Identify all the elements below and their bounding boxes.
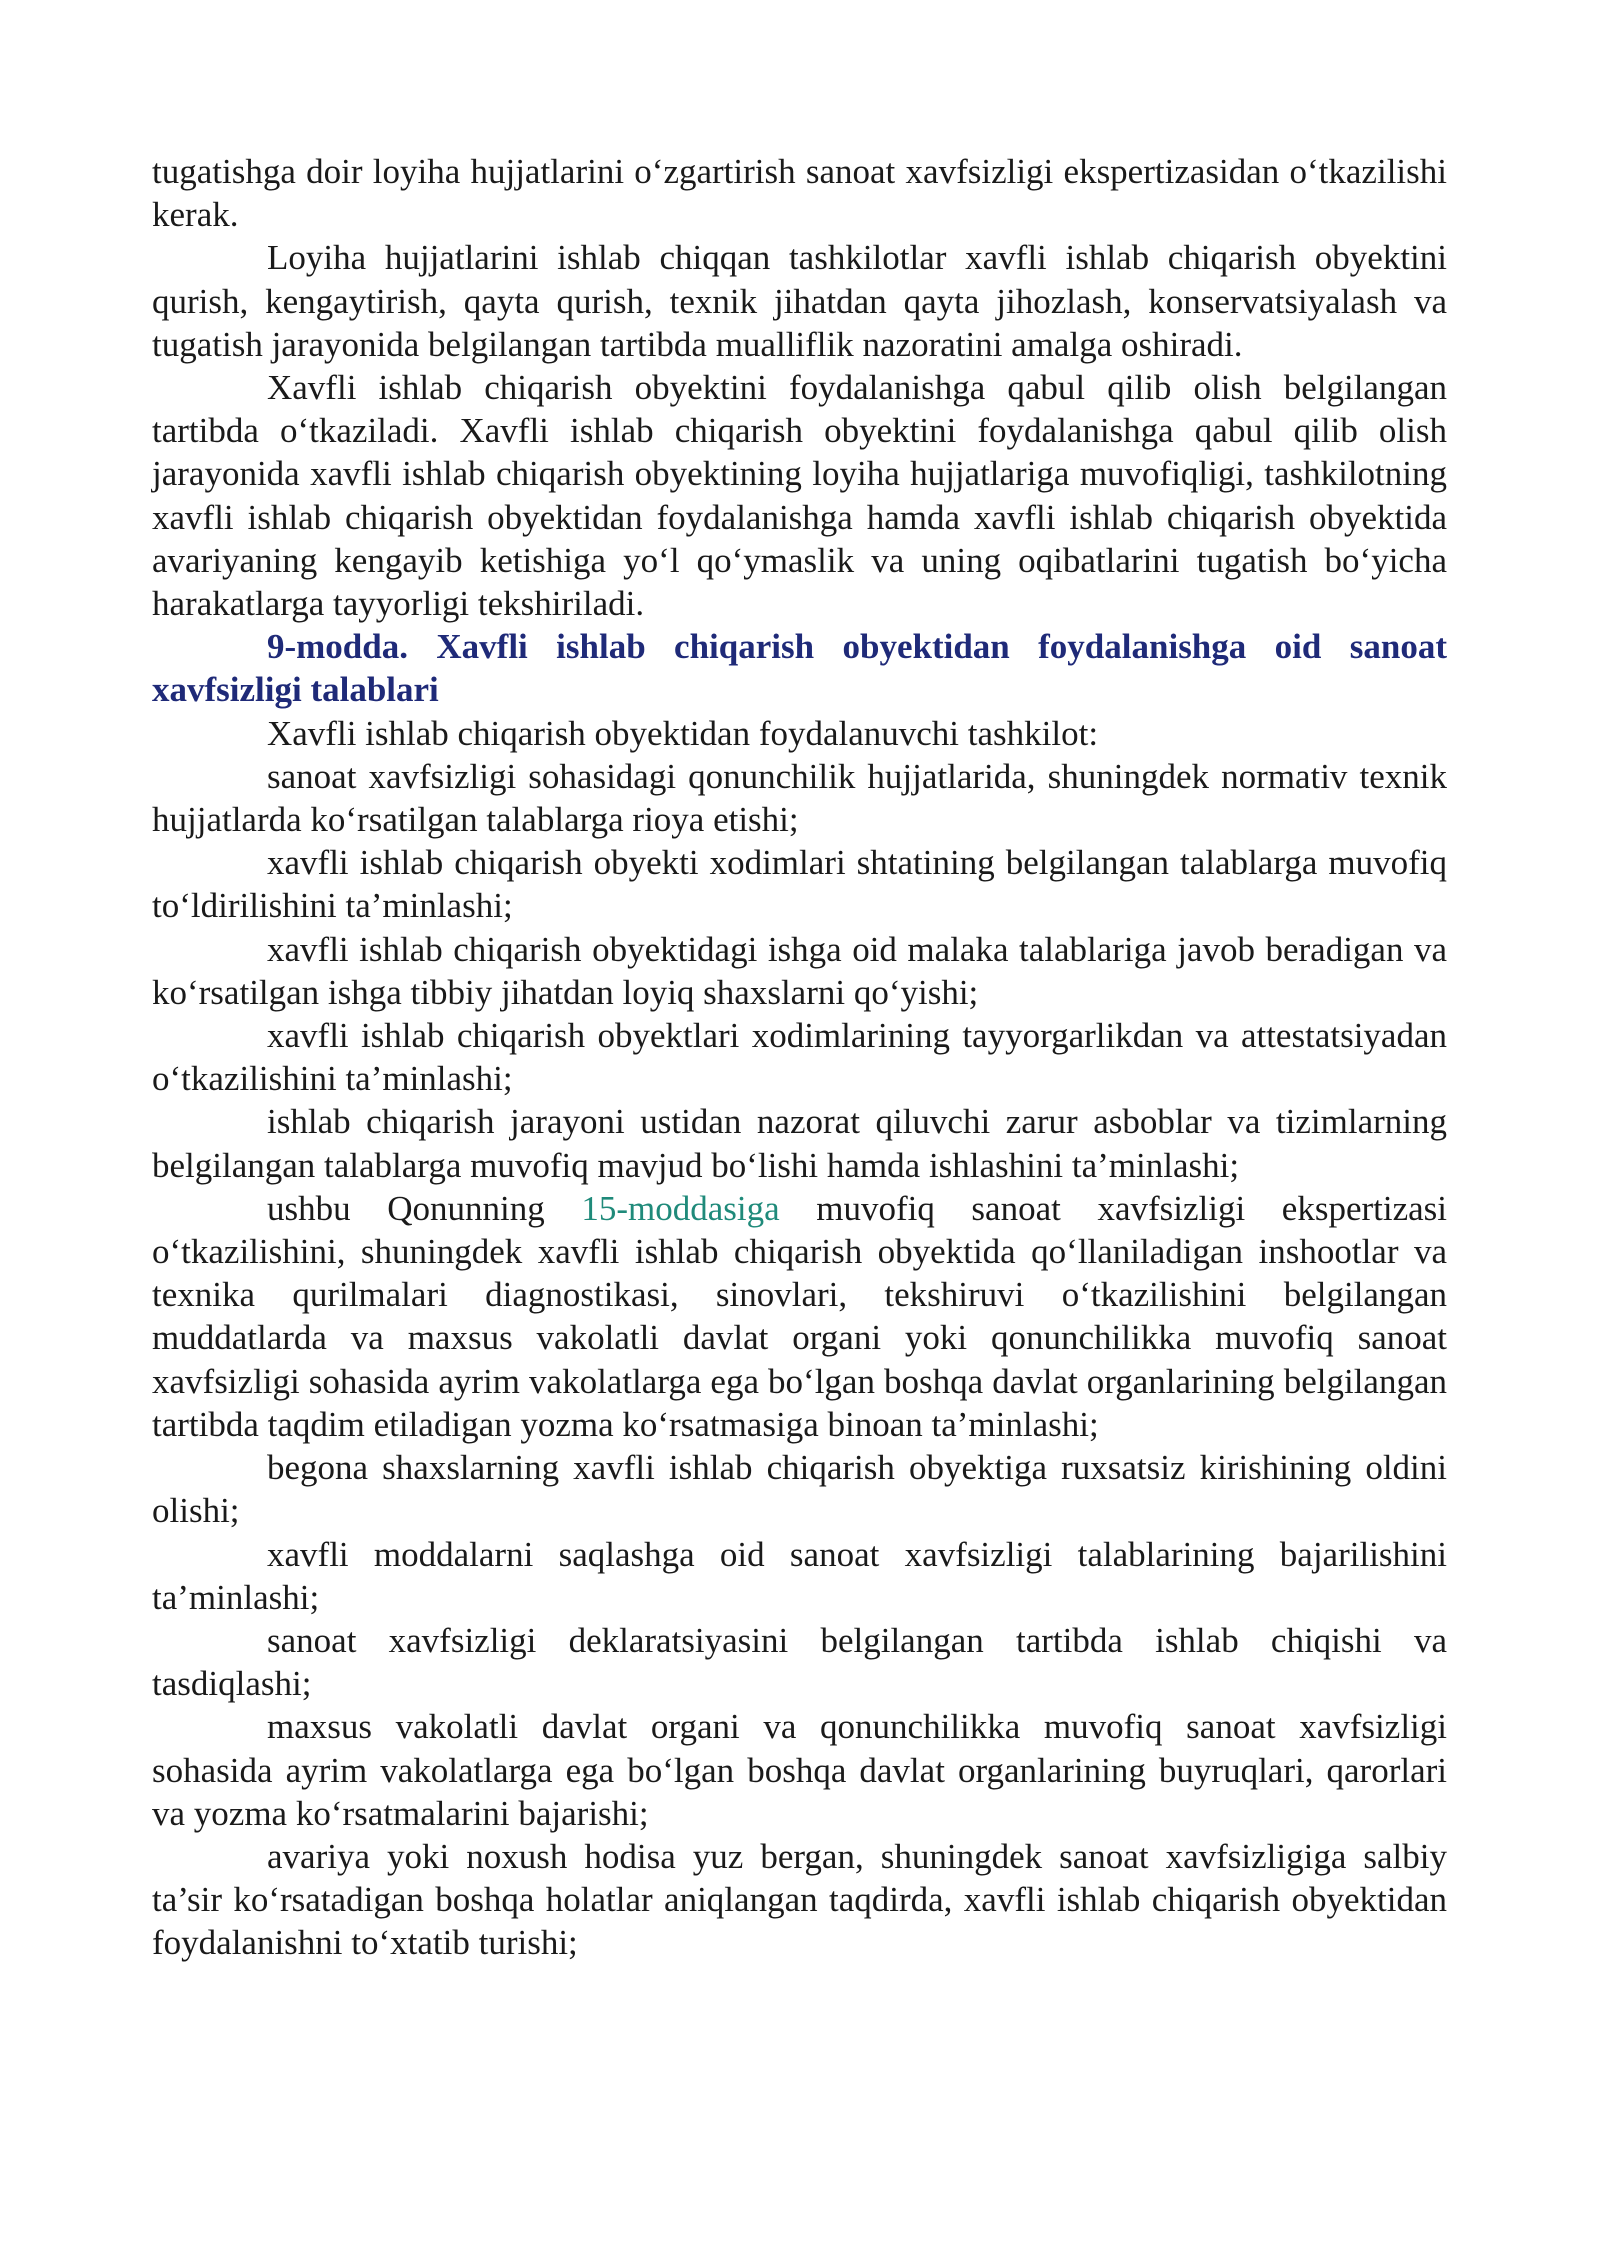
list-item: xavfli ishlab chiqarish obyektidagi ishga oid malaka talablariga javob beradigan va ko‘rsatilgan ishga tibbiy jihatdan loyiq shaxslarni qo‘yishi;	[152, 929, 1447, 1012]
document-page	[152, 150, 1447, 1965]
list-item: xavfli ishlab chiqarish obyekti xodimlari shtatining belgilangan talablarga muvofiq to‘ldirilishini ta’minlashi;	[152, 843, 1447, 926]
article-intro: Xavfli ishlab chiqarish obyektidan foydalanuvchi tashkilot:	[267, 713, 1099, 753]
list-item: ishlab chiqarish jarayoni ustidan nazorat qiluvchi zarur asboblar va tizimlarning belgilangan talablarga muvofiq mavjud bo‘lishi hamda ishlashini ta’minlashi;	[152, 1102, 1447, 1185]
paragraph-acceptance: Xavfli ishlab chiqarish obyektini foydalanishga qabul qilib olish belgilangan tartibda o‘tkaziladi. Xavfli ishlab chiqarish obyektini foydalanishga qabul qilib olish jarayonida xavfli ishlab chiqarish obyektining loyiha hujjatlariga muvofiqligi, tashkilotning xavfli ishlab chiqarish obyektidan foydalanishga hamda xavfli ishlab chiqarish obyektida avariyaning kengayib ketishiga yo‘l qo‘ymaslik va uning oqibatlarini tugatish bo‘yicha harakatlarga tayyorligi tekshiriladi.	[152, 368, 1447, 624]
list-item: xavfli moddalarni saqlashga oid sanoat xavfsizligi talablarining bajarilishini ta’minlashi;	[152, 1534, 1447, 1617]
list-item: maxsus vakolatli davlat organi va qonunchilikka muvofiq sanoat xavfsizligi sohasida ayrim vakolatlarga ega bo‘lgan boshqa davlat organlarining buyruqlari, qarorlari va yozma ko‘rsatmalarini bajarishi;	[152, 1707, 1447, 1833]
list-item: sanoat xavfsizligi sohasidagi qonunchilik hujjatlarida, shuningdek normativ texnik hujjatlarda ko‘rsatilgan talablarga rioya etishi;	[152, 756, 1447, 840]
list-item-with-link	[152, 1187, 1447, 1446]
list-item: sanoat xavfsizligi deklaratsiyasini belgilangan tartibda ishlab chiqishi va tasdiqlashi;	[152, 1620, 1447, 1704]
list-item-text-after: muvofiq sanoat xavfsizligi ekspertizasi o‘tkazilishini, shuningdek xavfli ishlab chiqarish obyektida qo‘llaniladigan inshootlar va texnika qurilmalari diagnostikasi, sinovlari, tekshiruvi o‘tkazilishini belgilangan muddatlarda va maxsus vakolatli davlat organi yoki qonunchilikka muvofiq sanoat xavfsizligi sohasida ayrim vakolatlarga ega bo‘lgan boshqa davlat organlarining belgilangan tartibda taqdim etiladigan yozma ko‘rsatmasiga binoan ta’minlashi;	[152, 1188, 1447, 1444]
article-15-link[interactable]: 15-moddasiga	[581, 1188, 780, 1228]
list-item-text-before: ushbu Qonunning	[267, 1188, 582, 1228]
article-heading: 9-modda. Xavfli ishlab chiqarish obyektidan foydalanishga oid sanoat xavfsizligi talablari	[152, 627, 1447, 710]
paragraph-continuation: tugatishga doir loyiha hujjatlarini o‘zgartirish sanoat xavfsizligi ekspertizasidan o‘tkazilishi kerak.	[152, 152, 1447, 235]
list-item: avariya yoki noxush hodisa yuz bergan, shuningdek sanoat xavfsizligiga salbiy ta’sir ko‘rsatadigan boshqa holatlar aniqlangan taqdirda, xavfli ishlab chiqarish obyektidan foydalanishni to‘xtatib turishi;	[152, 1836, 1447, 1963]
list-item: xavfli ishlab chiqarish obyektlari xodimlarining tayyorgarlikdan va attestatsiyadan o‘tkazilishini ta’minlashi;	[152, 1016, 1447, 1099]
list-item: begona shaxslarning xavfli ishlab chiqarish obyektiga ruxsatsiz kirishining oldini olishi;	[152, 1448, 1447, 1531]
paragraph-author-supervision: Loyiha hujjatlarini ishlab chiqqan tashkilotlar xavfli ishlab chiqarish obyektini qurish, kengaytirish, qayta qurish, texnik jihatdan qayta jihozlash, konservatsiyalash va tugatish jarayonida belgilangan tartibda mualliflik nazoratini amalga oshiradi.	[152, 238, 1447, 364]
